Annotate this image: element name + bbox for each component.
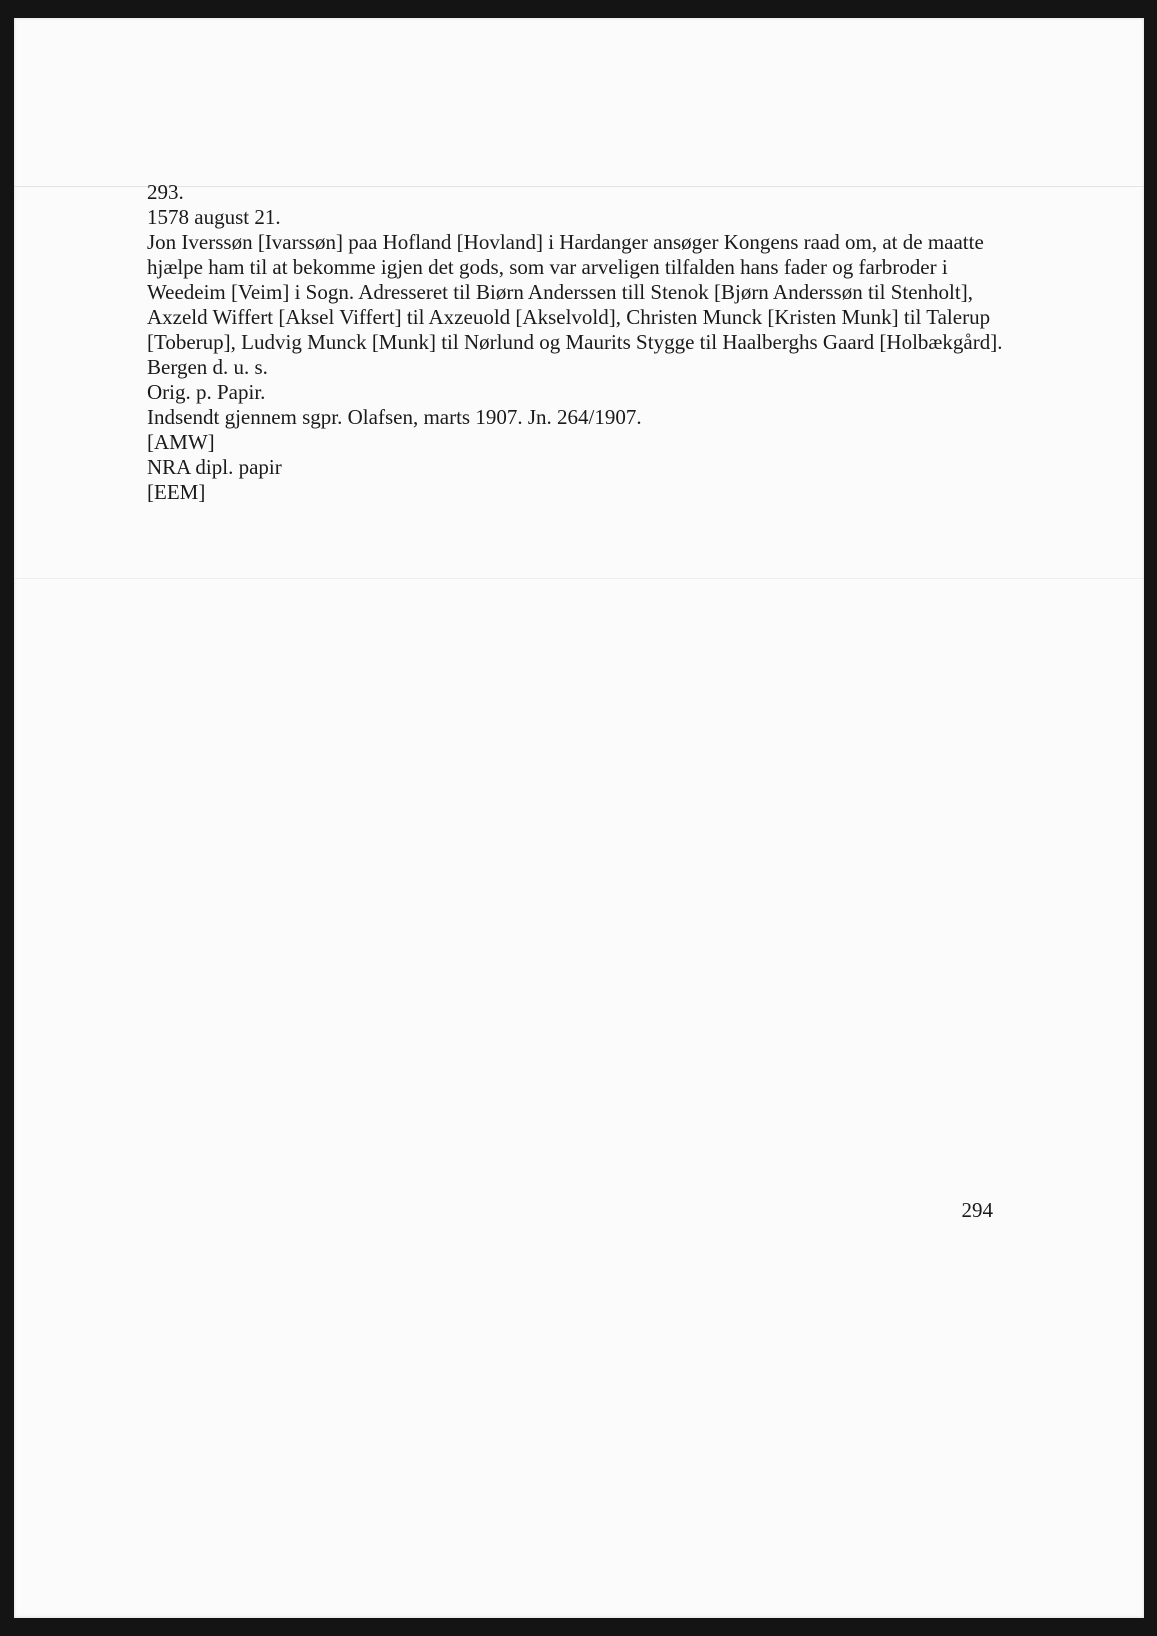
document-page bbox=[14, 18, 1144, 1618]
document-text bbox=[147, 180, 1017, 505]
page-number: 294 bbox=[961, 1198, 993, 1222]
original-note: Orig. p. Papir. bbox=[147, 380, 266, 404]
place-date: Bergen d. u. s. bbox=[147, 355, 268, 379]
archive-reference: NRA dipl. papir bbox=[147, 455, 282, 479]
initials-amw: [AMW] bbox=[147, 430, 215, 454]
initials-eem: [EEM] bbox=[147, 480, 206, 504]
entry-date: 1578 august 21. bbox=[147, 205, 281, 229]
entry-number: 293. bbox=[147, 180, 184, 204]
scan-artifact-line bbox=[14, 578, 1144, 579]
entry-body: Jon Iverssøn [Ivarssøn] paa Hofland [Hovland] i Hardanger ansøger Kongens raad om, at de maatte hjælpe ham til at bekomme igjen det gods, som var arveligen tilfalden hans fader og farbroder i Weedeim [Veim] i Sogn. Adresseret til Biørn Anderssen till Stenok [Bjørn Anderssøn til Stenholt], Axzeld Wiffert [Aksel Viffert] til Axzeuold [Akselvold], Christen Munck [Kristen Munk] til Talerup [Toberup], Ludvig Munck [Munk] til Nørlund og Maurits Stygge til Haalberghs Gaard [Holbækgård]. bbox=[147, 230, 1003, 354]
submitted-note: Indsendt gjennem sgpr. Olafsen, marts 1907. Jn. 264/1907. bbox=[147, 405, 642, 429]
